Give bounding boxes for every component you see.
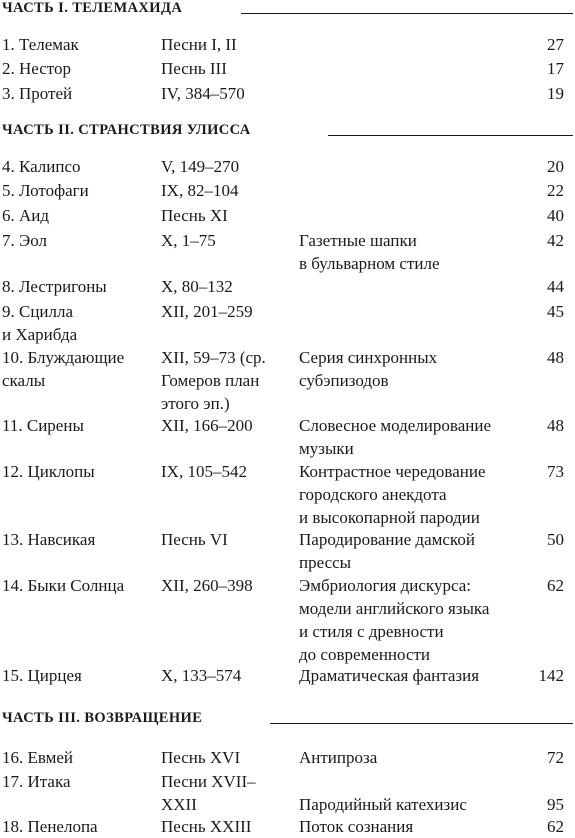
homer-reference-line: Гомеров план	[161, 371, 260, 390]
homer-reference	[161, 346, 296, 415]
homer-reference-line: Песни XVII–	[161, 772, 256, 791]
episode-title-line: 4. Калипсо	[2, 157, 81, 176]
style-note-line: модели английского языка	[299, 599, 490, 618]
homer-reference	[161, 179, 296, 202]
homer-reference-line: IV, 384–570	[161, 84, 245, 103]
homer-reference-line: XII, 59–73 (ср.	[161, 348, 266, 367]
episode-title-line: 8. Лестригоны	[2, 277, 107, 296]
homer-reference-line: Песнь XI	[161, 206, 228, 225]
page-number: 73	[547, 462, 564, 481]
homer-reference	[161, 414, 296, 437]
episode-title-line: 16. Евмей	[2, 748, 74, 767]
style-note-line: и высокопарной пародии	[299, 508, 480, 527]
homer-reference-line: X, 133–574	[161, 666, 242, 685]
homer-reference	[161, 528, 296, 551]
episode-title-line: 1. Телемак	[2, 35, 79, 54]
episode-title	[2, 300, 157, 346]
style-note	[299, 574, 534, 666]
style-note-line: Эмбриология дискурса:	[299, 576, 471, 595]
episode-title	[2, 57, 157, 80]
homer-reference	[161, 574, 296, 597]
style-note-line: и стиля с древности	[299, 622, 444, 641]
page-number: 22	[547, 181, 564, 200]
episode-title-line: 14. Быки Солнца	[2, 576, 125, 595]
episode-title	[2, 746, 157, 769]
episode-title	[2, 229, 157, 252]
homer-reference	[161, 746, 296, 769]
episode-title	[2, 528, 157, 551]
episode-title	[2, 346, 157, 392]
style-note-line: городского анекдота	[299, 485, 447, 504]
part-heading	[0, 0, 575, 18]
homer-reference-line: Песнь XXIII	[161, 817, 252, 836]
page-number: 142	[538, 666, 564, 685]
homer-reference-line: Песнь III	[161, 59, 227, 78]
style-note	[299, 229, 534, 275]
episode-title-line: 18. Пенелопа	[2, 817, 98, 836]
style-note	[299, 770, 534, 816]
style-note-line: Поток сознания	[299, 817, 414, 836]
episode-title	[2, 770, 157, 793]
style-note	[299, 460, 534, 529]
part-rule	[328, 135, 573, 136]
style-note-line: прессы	[299, 553, 352, 572]
homer-reference	[161, 275, 296, 298]
style-note	[299, 346, 534, 392]
episode-title	[2, 664, 157, 687]
part-heading	[0, 120, 575, 140]
style-note	[299, 414, 534, 460]
episode-title-line: 12. Циклопы	[2, 462, 95, 481]
page-number: 27	[547, 35, 564, 54]
style-note-line: Драматическая фантазия	[299, 666, 480, 685]
homer-reference	[161, 33, 296, 56]
style-note-line: Газетные шапки	[299, 231, 417, 250]
part-title: ЧАСТЬ I. ТЕЛЕМАХИДА	[2, 0, 183, 16]
homer-reference	[161, 204, 296, 227]
episode-title-line: 9. Сцилла	[2, 302, 74, 321]
homer-reference-line: Песнь XVI	[161, 748, 241, 767]
homer-reference-line: XII, 166–200	[161, 416, 253, 435]
homer-reference-line: IX, 82–104	[161, 181, 239, 200]
homer-reference	[161, 57, 296, 80]
episode-title-line: 10. Блуждающие	[2, 348, 125, 367]
style-note-line: Словесное моделирование	[299, 416, 491, 435]
episode-title-line: 3. Протей	[2, 84, 73, 103]
style-note	[299, 528, 534, 574]
style-note-line	[299, 770, 534, 793]
episode-title	[2, 275, 157, 298]
part-heading	[0, 708, 575, 728]
page-number: 50	[547, 530, 564, 549]
episode-title-line: 13. Навсикая	[2, 530, 96, 549]
episode-title	[2, 414, 157, 437]
style-note-line: музыки	[299, 439, 354, 458]
episode-title	[2, 179, 157, 202]
page-number: 44	[547, 277, 564, 296]
homer-reference-line: XII, 201–259	[161, 302, 253, 321]
style-note	[299, 664, 534, 687]
homer-reference	[161, 82, 296, 105]
homer-reference-line: XXII	[161, 795, 197, 814]
episode-title	[2, 82, 157, 105]
style-note-line: субэпизодов	[299, 371, 389, 390]
homer-reference-line: IX, 105–542	[161, 462, 247, 481]
style-note-line: Антипроза	[299, 748, 378, 767]
style-note-line: Контрастное чередование	[299, 462, 486, 481]
page-number: 48	[547, 348, 564, 367]
episode-title	[2, 33, 157, 56]
part-title: ЧАСТЬ III. ВОЗВРАЩЕНИЕ	[2, 710, 203, 726]
page-number: 19	[547, 84, 564, 103]
page-number: 62	[547, 576, 564, 595]
style-note-line: Пародирование дамской	[299, 530, 475, 549]
homer-reference	[161, 229, 296, 252]
episode-title-line: 2. Нестор	[2, 59, 71, 78]
episode-title-line: 11. Сирены	[2, 416, 84, 435]
homer-reference	[161, 155, 296, 178]
episode-title-line: 6. Аид	[2, 206, 50, 225]
episode-title	[2, 155, 157, 178]
episode-title-line: 5. Лотофаги	[2, 181, 89, 200]
page-number: 17	[547, 59, 564, 78]
homer-reference-line: XII, 260–398	[161, 576, 253, 595]
part-title: ЧАСТЬ II. СТРАНСТВИЯ УЛИССА	[2, 122, 251, 138]
homer-reference-line: V, 149–270	[161, 157, 240, 176]
page-number: 45	[547, 302, 564, 321]
homer-reference-line: X, 1–75	[161, 231, 216, 250]
episode-title	[2, 204, 157, 227]
part-rule	[270, 723, 573, 724]
page-number: 62	[547, 817, 564, 836]
homer-reference	[161, 300, 296, 323]
episode-title-line: и Харибда	[2, 325, 78, 344]
homer-reference-line: Песни I, II	[161, 35, 237, 54]
style-note-line: до современности	[299, 645, 431, 664]
style-note	[299, 746, 534, 769]
page-number: 20	[547, 157, 564, 176]
style-note-line: Пародийный катехизис	[299, 795, 467, 814]
homer-reference-line: X, 80–132	[161, 277, 233, 296]
episode-title-line: 7. Эол	[2, 231, 47, 250]
part-rule	[241, 13, 573, 14]
homer-reference-line: этого эп.)	[161, 394, 230, 413]
page-number: 40	[547, 206, 564, 225]
homer-reference	[161, 770, 296, 816]
homer-reference	[161, 664, 296, 687]
style-note-line: Серия синхронных	[299, 348, 438, 367]
episode-title-line: скалы	[2, 371, 46, 390]
episode-title	[2, 574, 157, 597]
page-number: 72	[547, 748, 564, 767]
page-number: 42	[547, 231, 564, 250]
episode-title	[2, 460, 157, 483]
homer-reference-line: Песнь VI	[161, 530, 228, 549]
style-note-line: в бульварном стиле	[299, 254, 440, 273]
episode-title-line: 17. Итака	[2, 772, 71, 791]
homer-reference	[161, 460, 296, 483]
episode-title-line: 15. Цирцея	[2, 666, 82, 685]
page-number: 48	[547, 416, 564, 435]
page-number: 95	[547, 795, 564, 814]
